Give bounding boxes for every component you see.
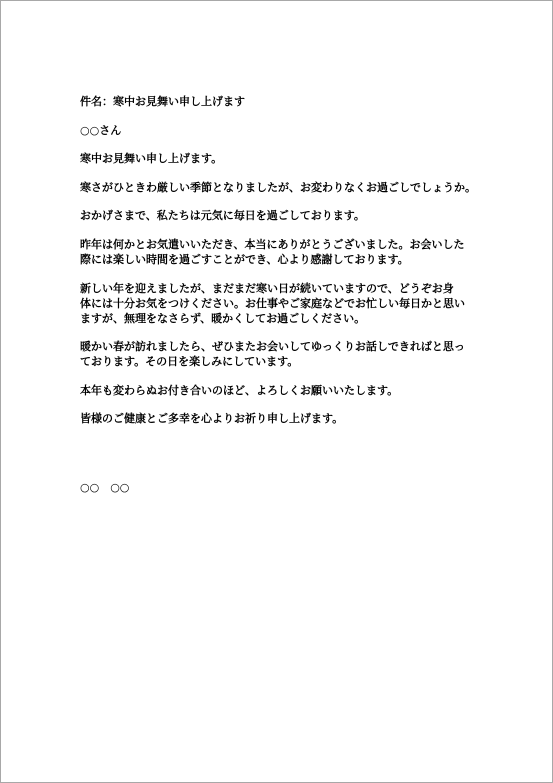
- paragraph-season: [80, 180, 490, 195]
- paragraph-line: 体には十分お気をつけください。お仕事やご家庭などでお忙しい毎日かと思い: [80, 296, 465, 310]
- signature-text: ○○ ○○: [80, 481, 130, 495]
- paragraph-line: 本年も変わらぬお付き合いのほど、よろしくお願いいたします。: [80, 383, 399, 397]
- letter-body: [80, 94, 490, 539]
- paragraph-line: ますが、無理をなさらず、暖かくしてお過ごしください。: [80, 311, 366, 325]
- paragraph-closing: [80, 411, 490, 426]
- paragraph-line: 寒中お見舞い申し上げます。: [80, 152, 223, 166]
- paragraph-line: 新しい年を迎えましたが、まだまだ寒い日が続いていますので、どうぞお身: [80, 281, 454, 295]
- paragraph-line: 暖かい春が訪れましたら、ぜひまたお会いしてゆっくりお話しできればと思っ: [80, 340, 465, 354]
- paragraph-line: 寒さがひときわ厳しい季節となりましたが、お変わりなくお過ごしでしょうか。: [80, 180, 476, 194]
- paragraph-line: ております。その日を楽しみにしています。: [80, 355, 299, 369]
- paragraph-line: 際には楽しい時間を過ごすことができ、心より感謝しております。: [80, 252, 409, 266]
- paragraph-care: [80, 281, 490, 326]
- paragraph-line: 皆様のご健康とご多幸を心よりお祈り申し上げます。: [80, 412, 344, 426]
- paragraph-line: おかげさまで、私たちは元気に毎日を過ごしております。: [80, 209, 365, 223]
- paragraph-greeting: [80, 151, 490, 166]
- paragraph-spring: [80, 339, 490, 369]
- paragraph-wellbeing: [80, 208, 490, 223]
- signature: [80, 450, 490, 525]
- paragraph-line: 昨年は何かとお気遣いいただき、本当にありがとうございました。お会いした: [80, 237, 465, 251]
- subject-line: [80, 94, 490, 109]
- paragraph-thanks: [80, 237, 490, 267]
- paragraph-regards: [80, 383, 490, 398]
- recipient-text: ○○さん: [80, 123, 122, 137]
- recipient-line: [80, 123, 490, 138]
- subject-text: 件名：寒中お見舞い申し上げます: [80, 95, 245, 108]
